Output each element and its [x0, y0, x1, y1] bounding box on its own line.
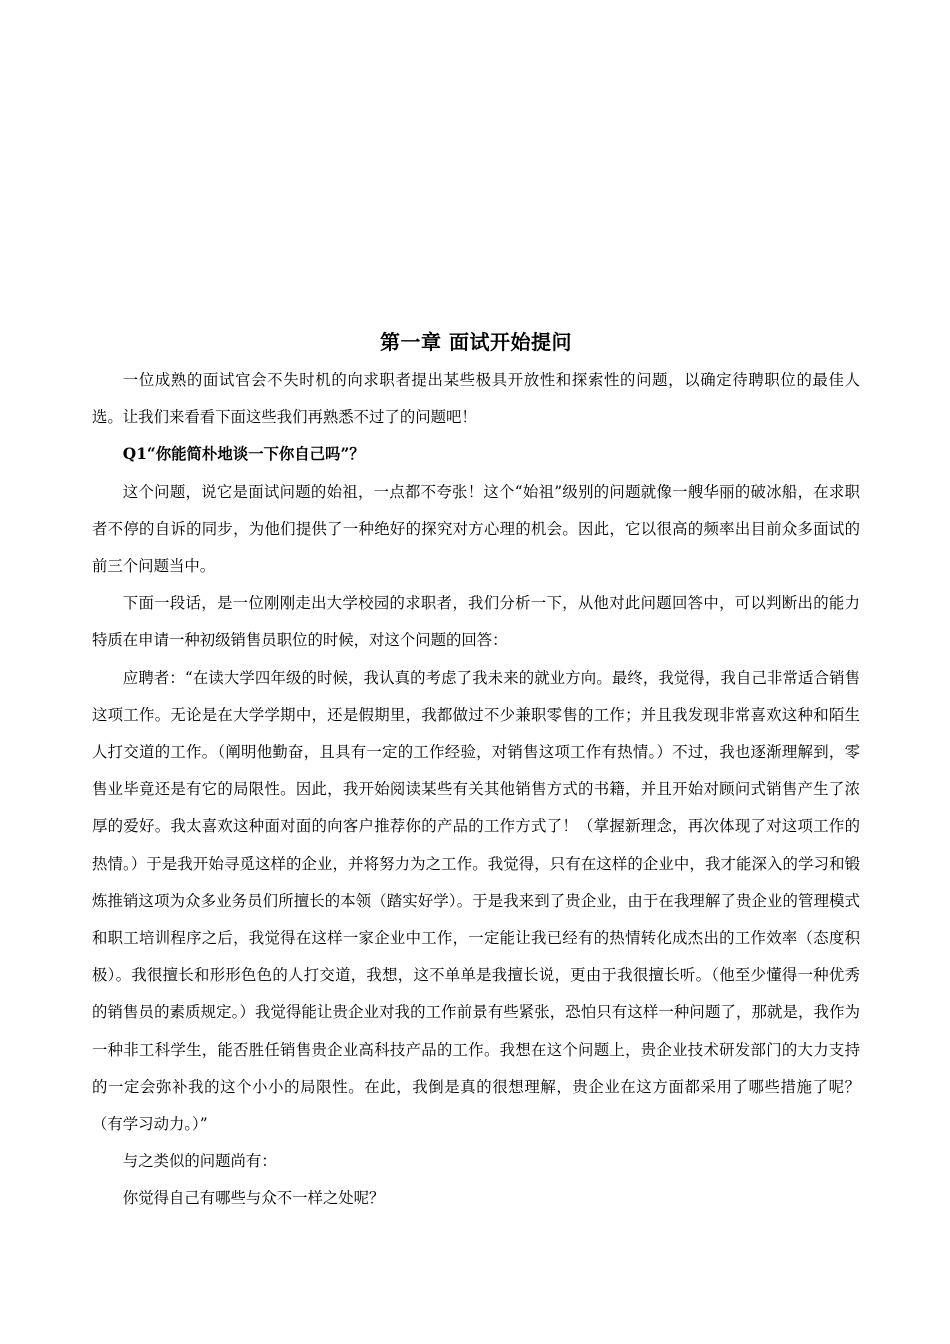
body-paragraph: 这个问题，说它是面试问题的始祖，一点都不夸张！这个“始祖”级别的问题就像一艘华丽的破冰船，在求职者不停的自诉的同步，为他们提供了一种绝好的探究对方心理的机会。因此，它以很高的频率出目前众多面试的前三个问题当中。 [92, 482, 860, 576]
question-heading: Q1“你能简朴地谈一下你自己吗”？ [122, 445, 365, 464]
document-body [92, 324, 860, 1218]
body-paragraph: 下面一段话，是一位刚刚走出大学校园的求职者，我们分析一下，从他对此问题回答中，可以判断出的能力特质在申请一种初级销售员职位的时候，对这个问题的回答： [92, 594, 860, 650]
answer-paragraph: 应聘者：“在读大学四年级的时候，我认真的考虑了我未来的就业方向。最终，我觉得，我自己非常适合销售这项工作。无论是在大学学期中，还是假期里，我都做过不少兼职零售的工作；并且我发现非常喜欢这种和陌生人打交道的工作。（阐明他勤奋，且具有一定的工作经验，对销售这项工作有热情。）不过，我也逐渐理解到，零售业毕竟还是有它的局限性。因此，我开始阅读某些有关其他销售方式的书籍，并且开始对顾问式销售产生了浓厚的爱好。我太喜欢这种面对面的向客户推荐你的产品的工作方式了！（掌握新理念，再次体现了对这项工作的热情。）于是我开始寻觅这样的企业，并将努力为之工作。我觉得，只有在这样的企业中，我才能深入的学习和锻炼推销这项为众多业务员们所擅长的本领（踏实好学）。于是我来到了贵企业，由于在我理解了贵企业的管理模式和职工培训程序之后，我觉得在这样一家企业中工作，一定能让我已经有的热情转化成杰出的工作效率（态度积极）。我很擅长和形形色色的人打交道，我想，这不单单是我擅长说，更由于我很擅长听。（他至少懂得一种优秀的销售员的素质规定。）我觉得能让贵企业对我的工作前景有些紧张，恐怕只有这样一种问题了，那就是，我作为一种非工科学生，能否胜任销售贵企业高科技产品的工作。我想在这个问题上，贵企业技术研发部门的大力支持的一定会弥补我的这个小小的局限性。在此，我倒是真的很想理解，贵企业在这方面都采用了哪些措施了呢？（有学习动力。）” [92, 668, 860, 1134]
body-paragraph: 与之类似的问题尚有： [122, 1152, 277, 1171]
body-paragraph: 你觉得自己有哪些与众不一样之处呢？ [122, 1189, 385, 1208]
chapter-title: 第一章 面试开始提问 [380, 330, 572, 354]
intro-paragraph: 一位成熟的面试官会不失时机的向求职者提出某些极具开放性和探索性的问题，以确定待聘职位的最佳人选。让我们来看看下面这些我们再熟悉不过了的问题吧！ [92, 371, 860, 427]
